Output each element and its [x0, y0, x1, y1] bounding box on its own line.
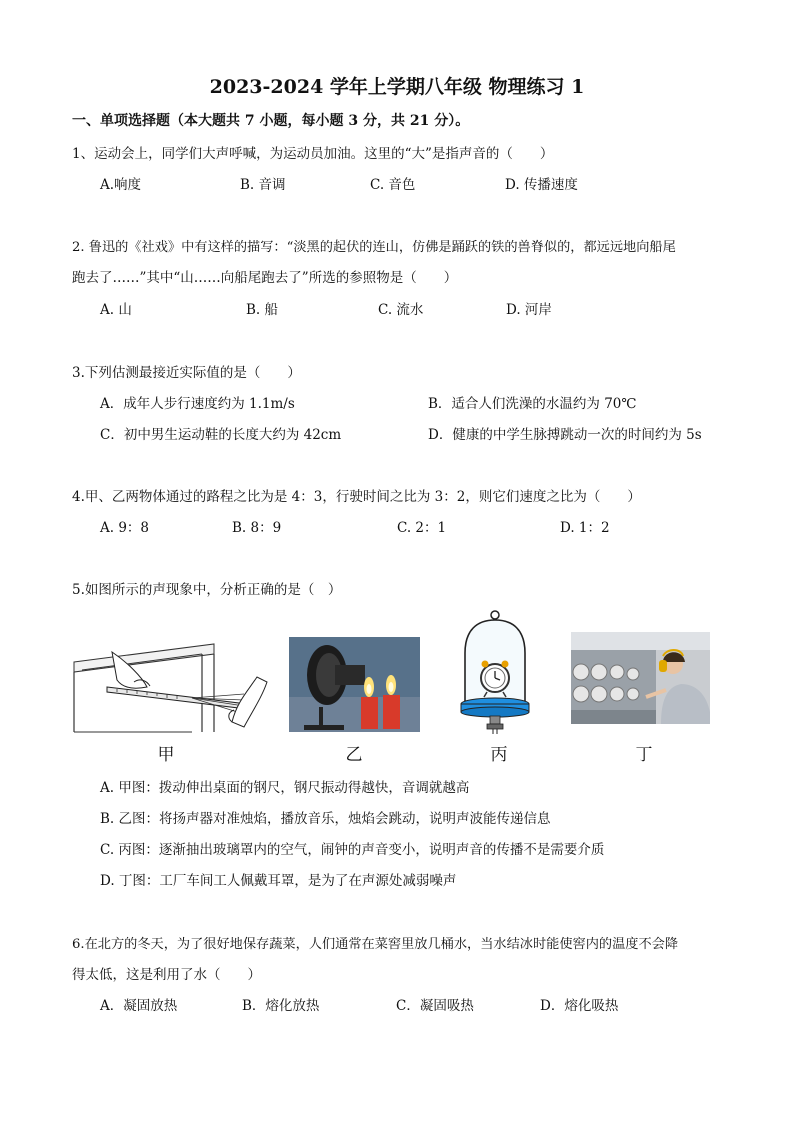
- figure-factory-worker: [571, 632, 710, 724]
- question-1-option-b: B. 音调: [240, 177, 286, 193]
- question-2-option-b: B. 船: [246, 302, 279, 318]
- question-1-stem: 1、运动会上，同学们大声呼喊，为运动员加油。这里的“大”是指声音的（ ）: [72, 146, 554, 162]
- figure-bell-jar-clock: [455, 608, 535, 735]
- question-6-stem-line2: 得太低，这是利用了水（ ）: [72, 967, 261, 983]
- question-2-option-d: D. 河岸: [506, 302, 552, 318]
- question-6-option-a: A．凝固放热: [100, 998, 178, 1014]
- question-5-stem: 5.如图所示的声现象中，分析正确的是（ ）: [72, 582, 342, 598]
- figure-speaker-candles: [289, 637, 420, 732]
- question-3-option-b: B．适合人们洗澡的水温约为 70℃: [428, 396, 637, 412]
- question-6-option-d: D．熔化吸热: [540, 998, 619, 1014]
- figure-label-yi: 乙: [345, 745, 363, 765]
- question-6-option-c: C．凝固吸热: [396, 998, 474, 1014]
- question-3-option-c: C．初中男生运动鞋的长度大约为 42cm: [100, 427, 342, 443]
- figure-label-jia: 甲: [157, 745, 175, 765]
- question-3-option-a: A．成年人步行速度约为 1.1m/s: [100, 396, 295, 412]
- section-heading: 一、单项选择题（本大题共 7 小题，每小题 3 分，共 21 分）。: [72, 113, 470, 129]
- question-1-option-c: C. 音色: [370, 177, 416, 193]
- question-2-stem-line2: 跑去了……”其中“山……向船尾跑去了”所选的参照物是（ ）: [72, 270, 458, 286]
- question-2-stem-line1: 2. 鲁迅的《社戏》中有这样的描写：“淡黑的起伏的连山，仿佛是踊跃的铁的兽脊似的，都远远地向船尾: [72, 240, 676, 255]
- question-3-option-d: D．健康的中学生脉搏跳动一次的时间约为 5s: [428, 427, 702, 443]
- question-5-option-d: D. 丁图：工厂车间工人佩戴耳罩，是为了在声源处减弱噪声: [100, 873, 457, 889]
- question-3-stem: 3.下列估测最接近实际值的是（ ）: [72, 365, 301, 381]
- question-4-option-a: A. 9：8: [100, 520, 150, 536]
- question-5-option-c: C. 丙图：逐渐抽出玻璃罩内的空气，闹钟的声音变小，说明声音的传播不是需要介质: [100, 842, 605, 858]
- question-6-option-b: B．熔化放热: [242, 998, 320, 1014]
- question-4-option-b: B. 8：9: [232, 520, 282, 536]
- question-4-option-d: D. 1：2: [560, 520, 610, 536]
- question-5-option-a: A. 甲图：拨动伸出桌面的钢尺，钢尺振动得越快，音调就越高: [100, 780, 470, 796]
- question-5-option-b: B. 乙图：将扬声器对准烛焰，播放音乐，烛焰会跳动，说明声波能传递信息: [100, 811, 551, 827]
- figure-ruler-on-table: [72, 632, 272, 737]
- question-2-option-c: C. 流水: [378, 302, 424, 318]
- question-2-option-a: A. 山: [100, 302, 132, 318]
- question-6-stem-line1: 6.在北方的冬天，为了很好地保存蔬菜，人们通常在菜窖里放几桶水，当水结冰时能使窖内的温度不会降: [72, 937, 679, 952]
- figure-label-bing: 丙: [490, 745, 508, 765]
- question-1-option-d: D. 传播速度: [505, 177, 578, 193]
- question-1-option-a: A.响度: [100, 177, 142, 193]
- figure-label-ding: 丁: [635, 745, 653, 765]
- question-4-stem: 4.甲、乙两物体通过的路程之比为是 4：3，行驶时间之比为 3：2，则它们速度之比为（ ）: [72, 489, 641, 505]
- page-title: 2023-2024 学年上学期八年级 物理练习 1: [209, 76, 585, 98]
- question-4-option-c: C. 2：1: [397, 520, 447, 536]
